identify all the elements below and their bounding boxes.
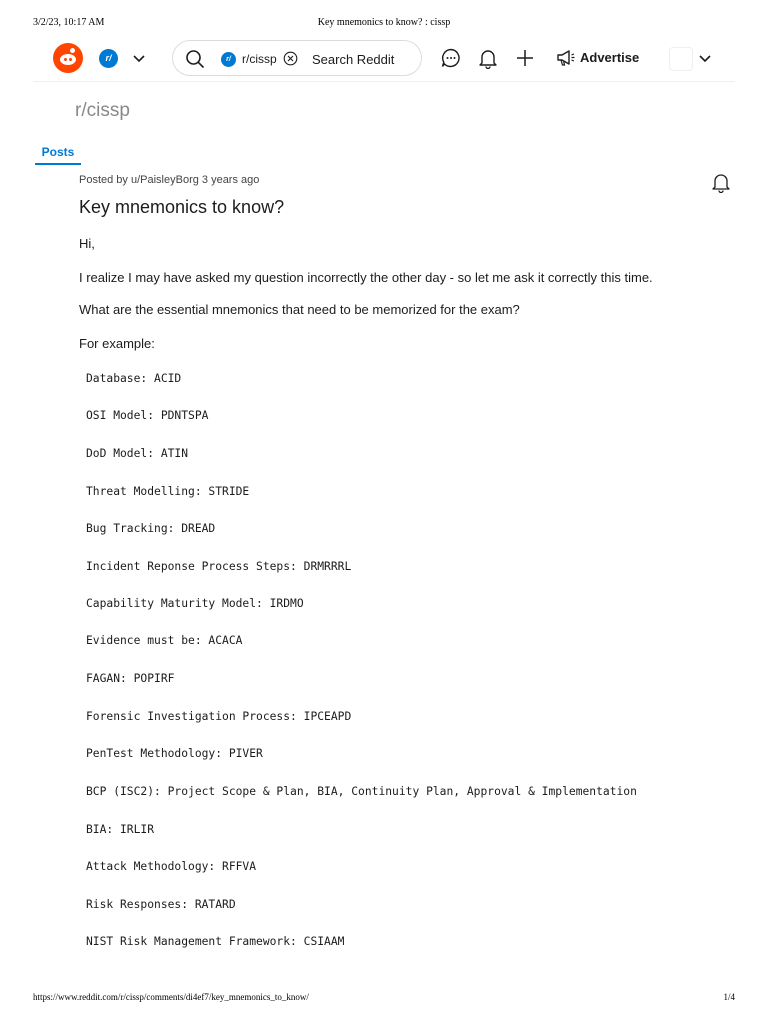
- search-scope-community-icon: r/: [221, 52, 236, 67]
- print-footer: [0, 992, 768, 1006]
- mnemonic-line: Risk Responses: RATARD: [86, 898, 236, 911]
- chat-icon[interactable]: [440, 47, 462, 69]
- post-paragraph: Hi,: [79, 236, 95, 251]
- mnemonic-line: FAGAN: POPIRF: [86, 672, 175, 685]
- post-meta: Posted by u/PaisleyBorg 3 years ago: [79, 174, 260, 186]
- print-header: [0, 17, 768, 31]
- print-page-number: 1/4: [723, 992, 735, 1002]
- clear-scope-icon[interactable]: [283, 51, 298, 66]
- post-paragraph: For example:: [79, 336, 155, 351]
- reddit-logo-icon[interactable]: [53, 43, 83, 73]
- chevron-down-icon[interactable]: [132, 51, 146, 65]
- search-input[interactable]: Search Reddit: [312, 52, 395, 67]
- notification-bell-icon[interactable]: [477, 47, 499, 69]
- create-post-plus-icon[interactable]: [514, 47, 536, 69]
- search-bar[interactable]: [172, 40, 422, 76]
- mnemonic-line: NIST Risk Management Framework: CSIAAM: [86, 935, 345, 948]
- search-scope-chip: r/cissp: [242, 52, 277, 66]
- mnemonic-line: Capability Maturity Model: IRDMO: [86, 597, 304, 610]
- post-paragraph: I realize I may have asked my question incorrectly the other day - so let me ask it correctly this time.: [79, 270, 653, 285]
- print-datetime: 3/2/23, 10:17 AM: [33, 17, 105, 28]
- print-url: https://www.reddit.com/r/cissp/comments/di4ef7/key_mnemonics_to_know/: [33, 992, 309, 1002]
- mnemonic-line: Bug Tracking: DREAD: [86, 522, 216, 535]
- subreddit-name[interactable]: r/cissp: [75, 100, 130, 121]
- print-page-title: Key mnemonics to know? : cissp: [317, 17, 451, 28]
- mnemonic-line: OSI Model: PDNTSPA: [86, 409, 209, 422]
- mnemonic-line: Threat Modelling: STRIDE: [86, 485, 250, 498]
- megaphone-icon: [556, 49, 576, 67]
- search-icon: [185, 49, 205, 69]
- mnemonic-line: Evidence must be: ACACA: [86, 634, 243, 647]
- mnemonic-line: DoD Model: ATIN: [86, 447, 189, 460]
- user-menu-chevron-icon[interactable]: [698, 51, 712, 65]
- mnemonic-line: Incident Reponse Process Steps: DRMRRRL: [86, 560, 352, 573]
- top-navigation-bar: [33, 38, 735, 82]
- advertise-label: Advertise: [580, 50, 640, 65]
- mnemonic-line: PenTest Methodology: PIVER: [86, 747, 263, 760]
- post-title: Key mnemonics to know?: [79, 197, 285, 217]
- mnemonic-line: BIA: IRLIR: [86, 823, 155, 836]
- mnemonic-line: Attack Methodology: RFFVA: [86, 860, 257, 873]
- post-paragraph: What are the essential mnemonics that need to be memorized for the exam?: [79, 302, 520, 317]
- mnemonic-line: Database: ACID: [86, 372, 182, 385]
- tab-posts[interactable]: Posts: [35, 145, 81, 165]
- mnemonic-line: BCP (ISC2): Project Scope & Plan, BIA, Continuity Plan, Approval & Implementation: [86, 785, 637, 798]
- community-icon[interactable]: r/: [99, 49, 118, 68]
- mnemonic-line: Forensic Investigation Process: IPCEAPD: [86, 710, 352, 723]
- follow-post-bell-icon[interactable]: [710, 171, 732, 193]
- user-avatar[interactable]: [669, 47, 693, 71]
